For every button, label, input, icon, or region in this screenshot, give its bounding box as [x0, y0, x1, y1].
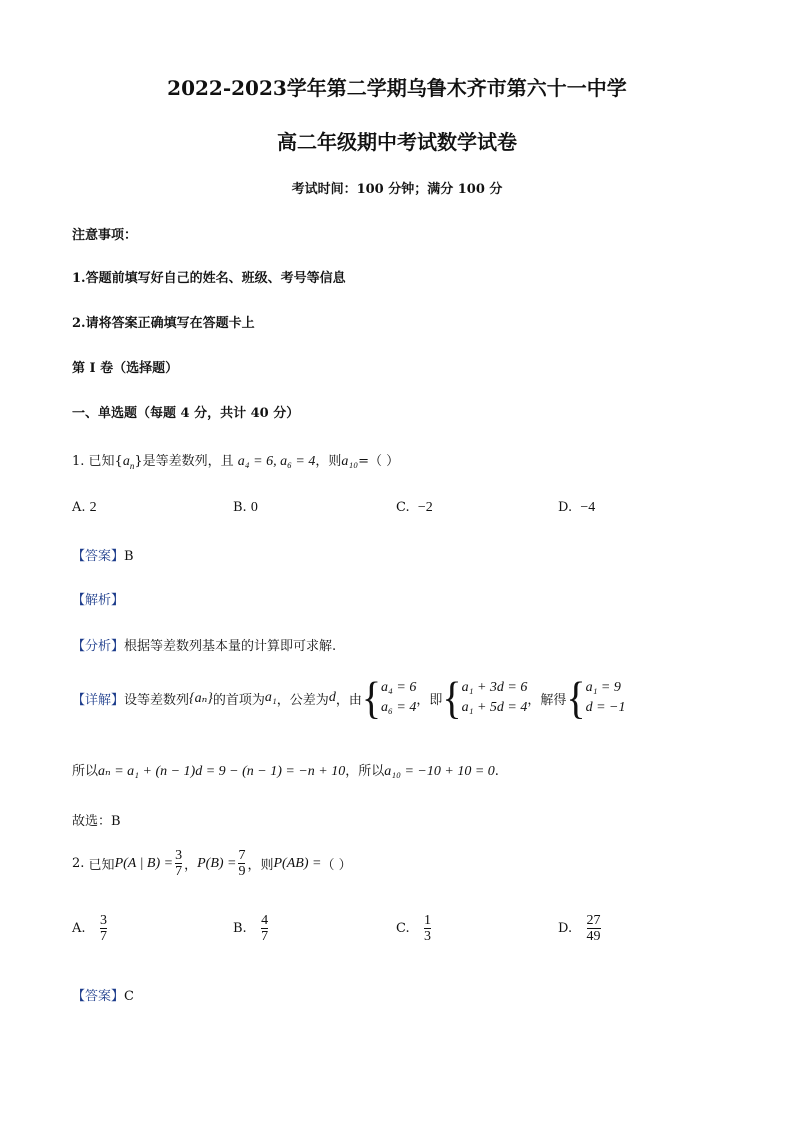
notes-heading: 注意事项： [72, 228, 138, 243]
left-brace: { [442, 671, 462, 724]
question-number: 2. [72, 856, 85, 871]
answer-value: B [124, 549, 134, 564]
option-a: A. 2 [72, 500, 97, 515]
fenxi-line [72, 635, 336, 654]
xiangjie-line: 【详解】 设等差数列 {aₙ} 的首项为 a₁ ，公差为 d ，由 { a₄ = 6 a₆ = 4 ，即 { a₁ + 3d = 6 a₁ + 5d = 4 ，解得 { a₁ = 9 d = −1 [72, 671, 626, 724]
answer-line [72, 545, 134, 564]
equation-system-2: a₁ + 3d = 6 a₁ + 5d = 4 [461, 680, 528, 715]
sequence-symbol: $a_n$ [122, 454, 135, 471]
fenxi-tag: 【分析】 [72, 639, 125, 654]
analysis-tag: 【解析】 [72, 593, 125, 608]
left-brace: { [566, 671, 586, 724]
target-term: a₁₀ [341, 454, 359, 469]
option-a: A. $\frac{3}{7}$ [72, 913, 107, 944]
option-b: B. $\frac{4}{7}$ [233, 913, 269, 944]
answer-tag: 【答案】 [72, 989, 125, 1004]
equation-system-1: a₄ = 6 a₆ = 4 [381, 680, 417, 715]
option-d: D. $\frac{27}{49}$ [558, 913, 601, 944]
choose-line: 故选：B [72, 814, 121, 829]
exam-info: 考试时间：100 分钟；满分 100 分 [291, 182, 503, 197]
fenxi-text: 根据等差数列基本量的计算即可求解. [124, 639, 337, 654]
stem-text: =（ ） [358, 454, 400, 469]
option-d: D. −4 [558, 500, 596, 515]
option-c: C. −2 [396, 500, 433, 515]
answer-tag: 【答案】 [72, 549, 125, 564]
title-line-2: 高二年级期中考试数学试卷 [277, 130, 517, 154]
question-1-stem [72, 450, 399, 471]
part-heading: 一、单选题（每题 4 分，共计 40 分） [72, 406, 300, 421]
volume-heading: 第 I 卷（选择题） [72, 361, 179, 376]
derivation-line: 所以aₙ = a₁ + (n − 1)d = 9 − (n − 1) = −n + 10，所以a₁₀ = −10 + 10 = 0. [72, 764, 499, 779]
option-b: B. 0 [233, 500, 258, 515]
stem-text: }是等差数列，且 [134, 454, 234, 469]
fraction: $\frac{7}{9}$ [238, 848, 246, 879]
answer-value: C [124, 989, 134, 1004]
left-brace: { [361, 671, 382, 724]
fraction: $\frac{3}{7}$ [175, 848, 183, 879]
answer-line [72, 985, 134, 1004]
xiangjie-tag: 【详解】 [72, 692, 125, 708]
option-c: C. $\frac{1}{3}$ [396, 913, 432, 944]
equation-system-3: a₁ = 9 d = −1 [585, 680, 626, 715]
notes-item-1: 1.答题前填写好自己的姓名、班级、考号等信息 [72, 271, 346, 286]
title-line-1: 2022-2023学年第二学期乌鲁木齐市第六十一中学 [167, 76, 627, 100]
stem-text: ，则 [315, 454, 342, 469]
question-number: 1. [72, 454, 85, 469]
stem-text: 已知{ [88, 454, 123, 469]
given-values: a₄ = 6, a₆ = 4 [237, 454, 316, 469]
notes-item-2: 2.请将答案正确填写在答题卡上 [72, 316, 255, 331]
question-2-stem: 2. 已知 P(A | B) = $\frac{3}{7}$ ， P(B) = $\frac{7}{9}$ ，则 P(AB) = （ ） [72, 848, 352, 879]
